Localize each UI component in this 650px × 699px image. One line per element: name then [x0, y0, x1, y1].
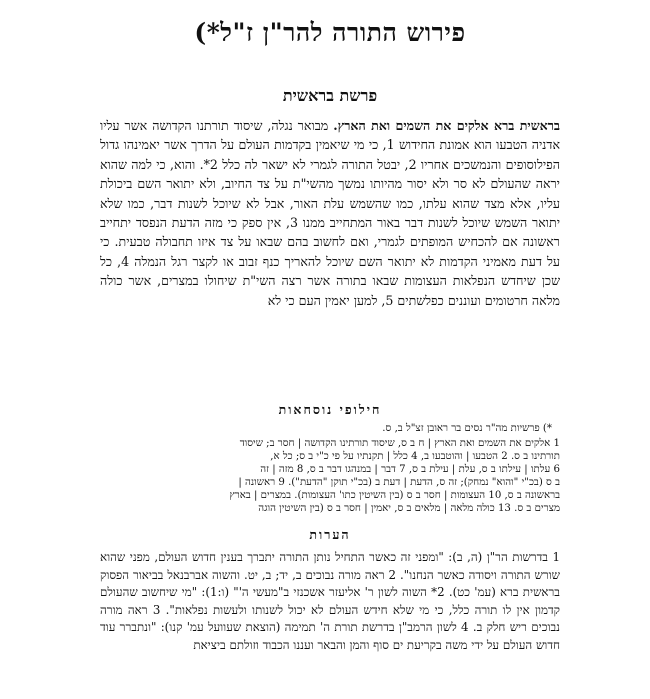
lemma-text: בראשית ברא אלקים את השמים ואת הארץ.	[333, 118, 560, 133]
variants-source-note: *) פרשיות מה"ר נסים בר ראובן זצ"ל ב, ס.	[382, 423, 552, 434]
variants-apparatus	[100, 437, 560, 515]
notes-body: 1 בדרשות הר"ן (ה, ב): "ומפני זה כאשר התחיל נותן התורה יתברך בענין חדוש העולם, מפני שהוא שורש התורה ויסודה כאשר הנחנו". 2 ראה מורה נבוכים ב, יד; ב, יט. והשוה אברבנאל בביאור הפסוק בראשית ברא (עמ' כט). 2* השוה לשון ר' אליעזר אשכנזי ב"מעשי ה'" (ו:1): "מי שיחשוב שהעולם קדמון אין לו תורה כלל, כי מי שלא חידש העולם לא יכול לשנותו ולעשות נפלאות". 3 ראה מורה נבוכים ריש חלק ב. 4 לשון הרמב"ן בדרשת תורת ה' תמימה (הוצאת שעוועל עמ' קנו): "ונתברר עוד חדוש העולם על ידי משה בקריעת ים סוף והמן והבאר ועננו הכבוד וזולתם ביציאת	[100, 550, 560, 652]
notes-heading: הערות	[309, 527, 351, 542]
variant-line: מצרים ב ס. 13 כולה מלאה | מלאים ב ס, יאמין | חסר ב ס (בין השיטין הוגה	[258, 503, 560, 514]
parasha-heading: פרשת בראשית	[282, 86, 378, 105]
variants-heading: חילופי נוסחאות	[278, 402, 382, 417]
variant-line: בראשונה ב ס, 10 העצומות | חסר ב ס (בין השיטין כתו' העצומות). במצרים | בארץ	[229, 490, 560, 501]
variant-line: 6 עלתו | עילתו ב ס, עלת | עילת ב ס, 7 דבר | במנהגו דבר ב ס, 8 מזה | זה	[260, 464, 560, 475]
document-page	[100, 18, 560, 699]
main-commentary	[100, 116, 560, 388]
variant-line: תורתינו ב ס. 2 הטבעו | והוטבעו ב, 4 כלל | תקנתיו על פי כ"י ב ס; כל א,	[270, 451, 560, 462]
page-title: פירוש התורה להר"ן ז"ל*)	[194, 18, 466, 47]
variant-line: 1 אלקים את השמים ואת הארץ | ח ב ס, שיסוד תורתינו הקדושה | חסר ב; שיסוד	[239, 438, 560, 449]
commentary-body: מבואר נגלה, שיסוד תורתנו הקדושה אשר עליו אדניה הטבעו הוא אמונת החידוש 1, כי מי שיאמין בקדמות העולם על הדרך אשר יאמינהו גדול הפילוסופים והנמשכים אחריו 2, יבטל התורה לגמרי לא ישאר לה כלל 2*. והוא, כי למה שהוא יראה שהעולם לא סר ולא יסור מהיותו נמשך מהשי"ת על צד החיוב, ולא יתואר השם ביכולת עליו, אלא מצד שהוא עלתו, כמו שהשמש עלת האור, אבל לא שיוכל לשנות דבר, כמו שלא יתואר השמש שיוכל לשנות דבר באור המתחייב ממנו 3, אין ספק כי מזה הדעת הנפסד יתחייב ראשונה אם להכחיש המופתים לגמרי, ואם לחשוב בהם שבאו על צד איזו תחבולה טבעית. כי על דעת מאמיני הקדמות לא יתואר השם שיוכל להאריך כנף זבוב או לקצר רגל הנמלה 4, כל שכן שיחדש הנפלאות העצומות שבאו בתורה אשר רצה השי"ת שיחולו במצרים, אשר כולה מלאה חרטומים ועוננים כפלשתים 5, למען יאמין העם כי לא	[100, 118, 560, 308]
variant-line: ב ס (בכ"י "והוא" נמחק); זה ס, הדעת | דעת ב (בכ"י תוקן "הדעת"). 9 ראשונה |	[238, 477, 560, 488]
